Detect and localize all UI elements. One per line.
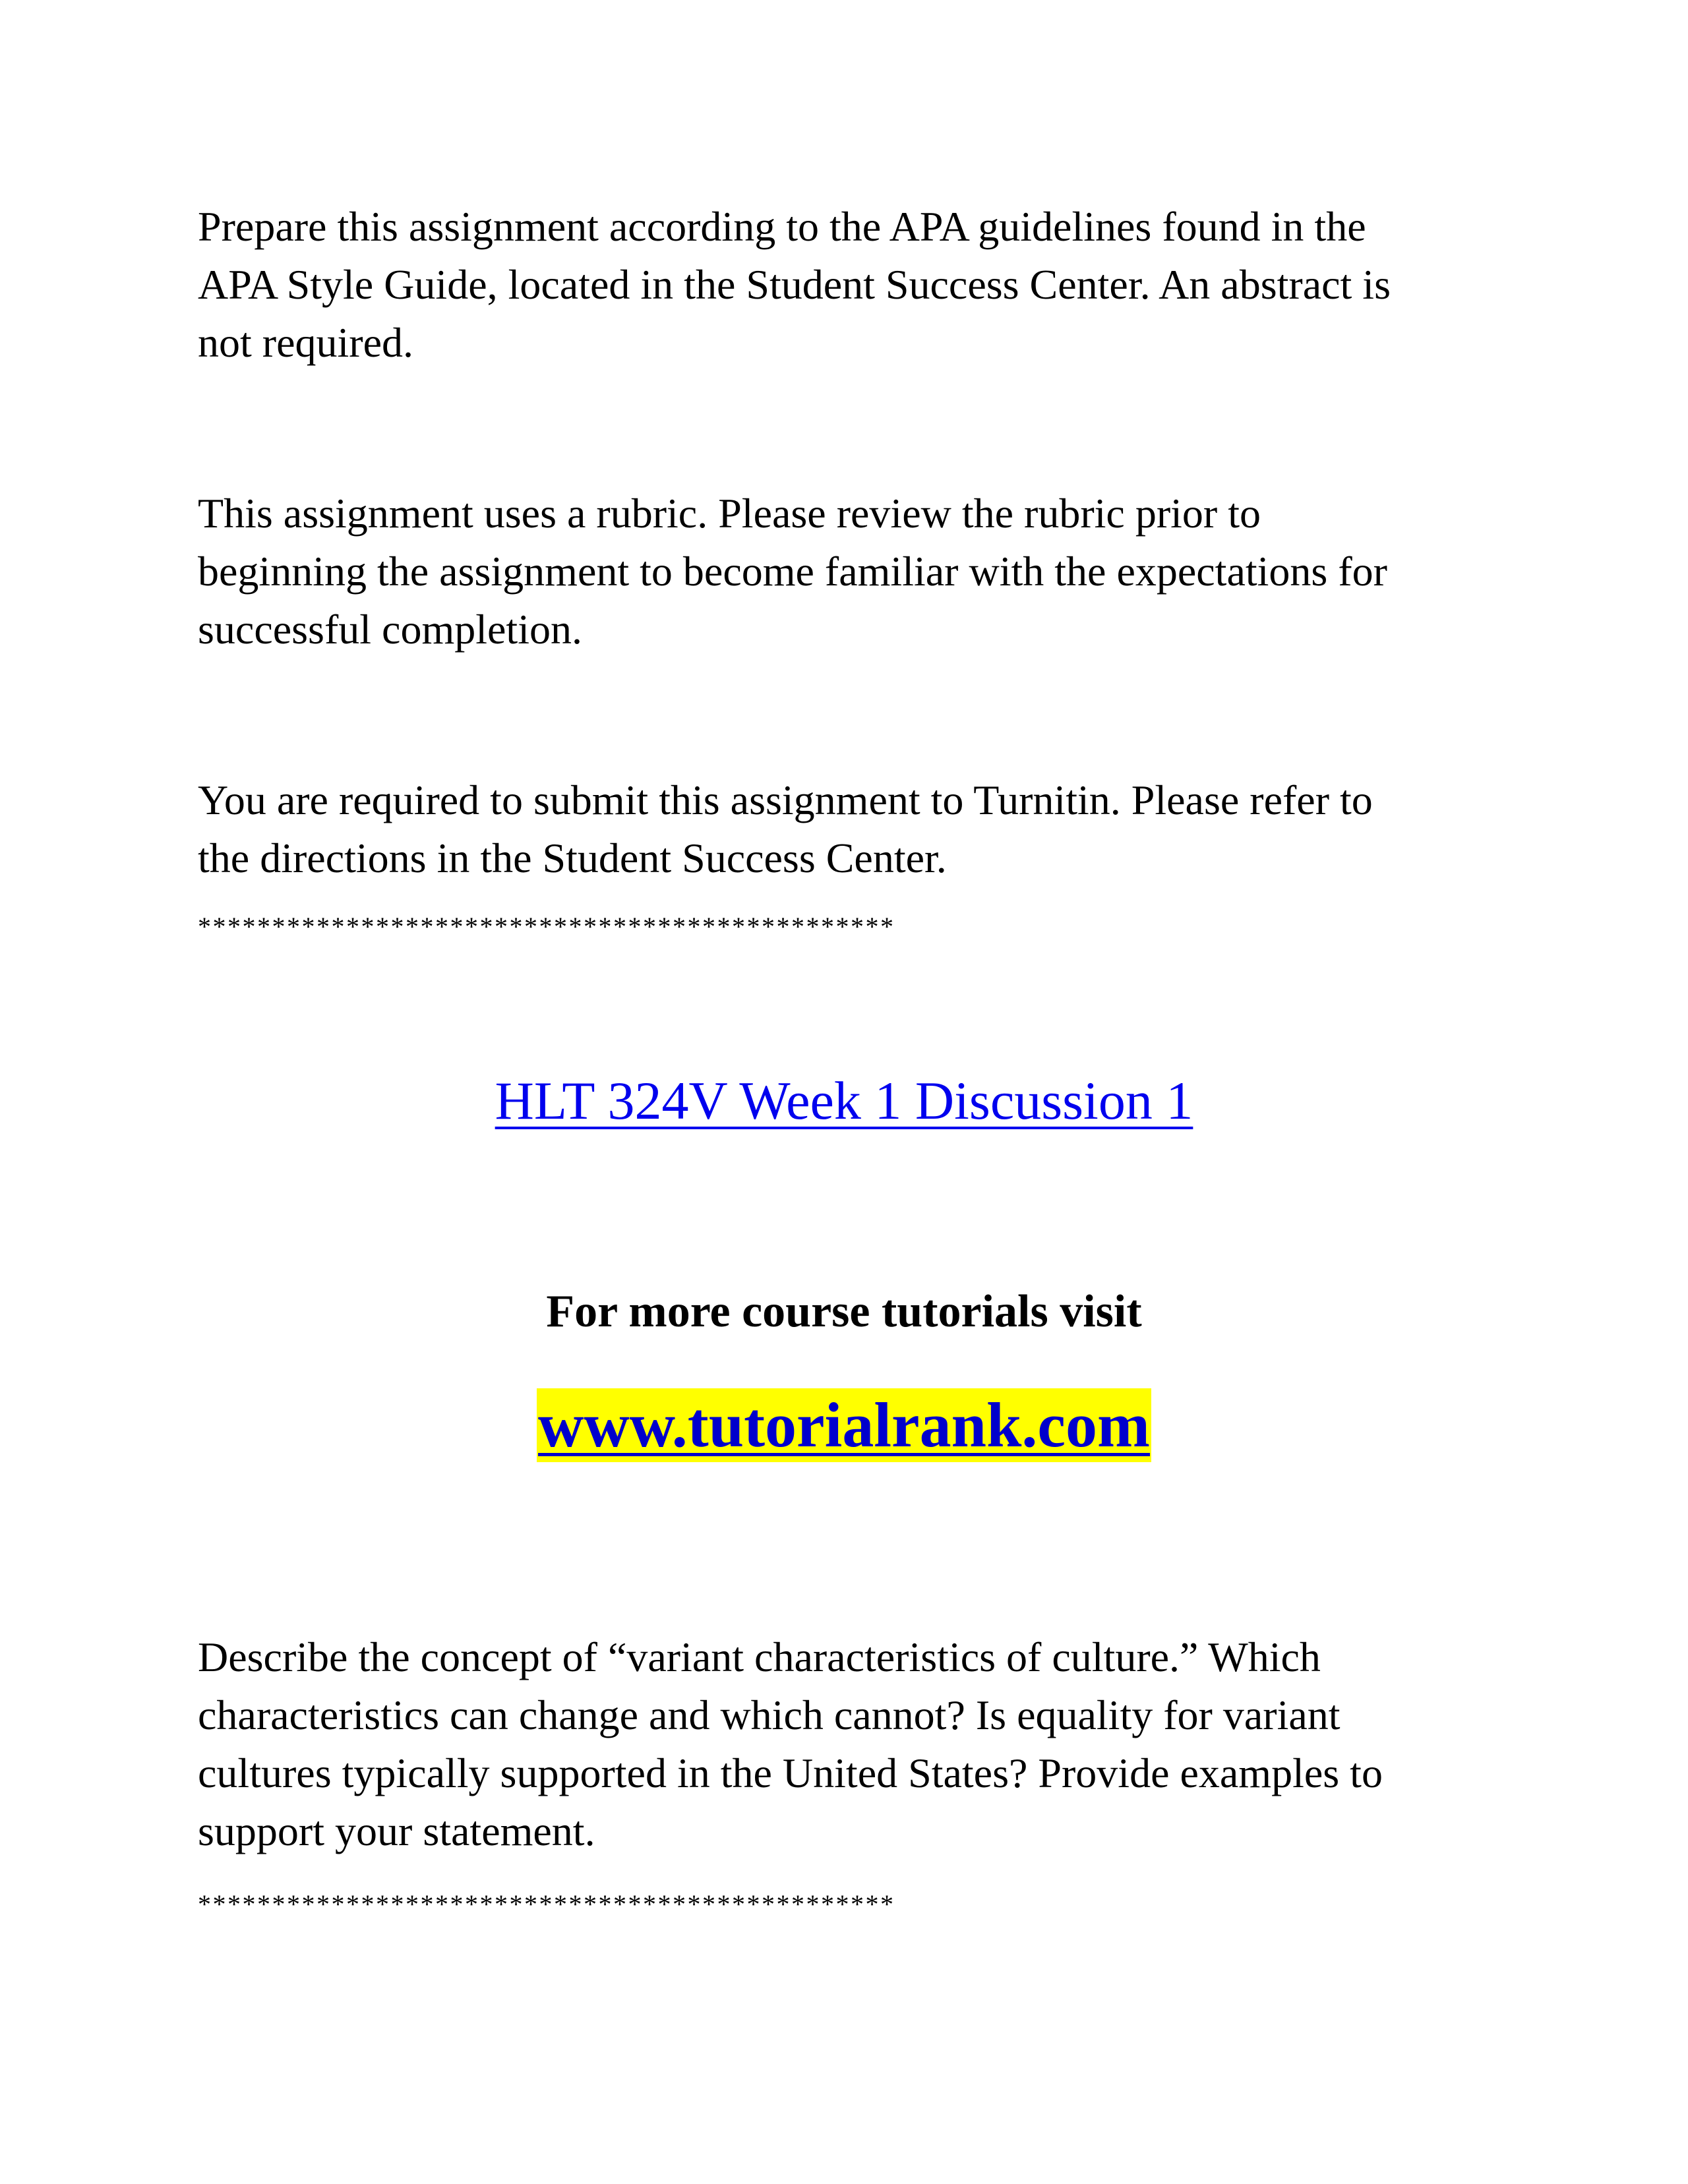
tutorialrank-site-link[interactable]: www.tutorialrank.com (537, 1388, 1151, 1462)
separator-stars: *********************************************** (198, 1889, 895, 1919)
rubric-paragraph (198, 485, 1490, 659)
text-line: characteristics can change and which cannot? Is equality for variant (198, 1692, 1341, 1738)
text-line: You are required to submit this assignment to Turnitin. Please refer to (198, 777, 1373, 823)
discussion-title-wrapper (0, 1068, 1688, 1134)
discussion-question-paragraph (198, 1628, 1490, 1860)
text-line: Prepare this assignment according to the APA guidelines found in the (198, 203, 1366, 250)
separator-stars: *********************************************** (198, 912, 895, 941)
text-line: successful completion. (198, 606, 582, 653)
text-line: not required. (198, 319, 413, 366)
text-line: support your statement. (198, 1808, 595, 1854)
text-line: This assignment uses a rubric. Please review the rubric prior to (198, 490, 1261, 537)
site-link-wrapper (0, 1388, 1688, 1462)
text-line: Describe the concept of “variant characteristics of culture.” Which (198, 1634, 1321, 1680)
text-line: the directions in the Student Success Center. (198, 835, 947, 881)
text-line: cultures typically supported in the United States? Provide examples to (198, 1750, 1383, 1796)
turnitin-paragraph (198, 771, 1490, 887)
discussion-title-link[interactable]: HLT 324V Week 1 Discussion 1 (495, 1071, 1193, 1131)
apa-guidelines-paragraph (198, 198, 1490, 372)
text-line: APA Style Guide, located in the Student Success Center. An abstract is (198, 261, 1391, 308)
text-line: beginning the assignment to become familiar with the expectations for (198, 548, 1387, 595)
promo-text: For more course tutorials visit (546, 1286, 1142, 1337)
